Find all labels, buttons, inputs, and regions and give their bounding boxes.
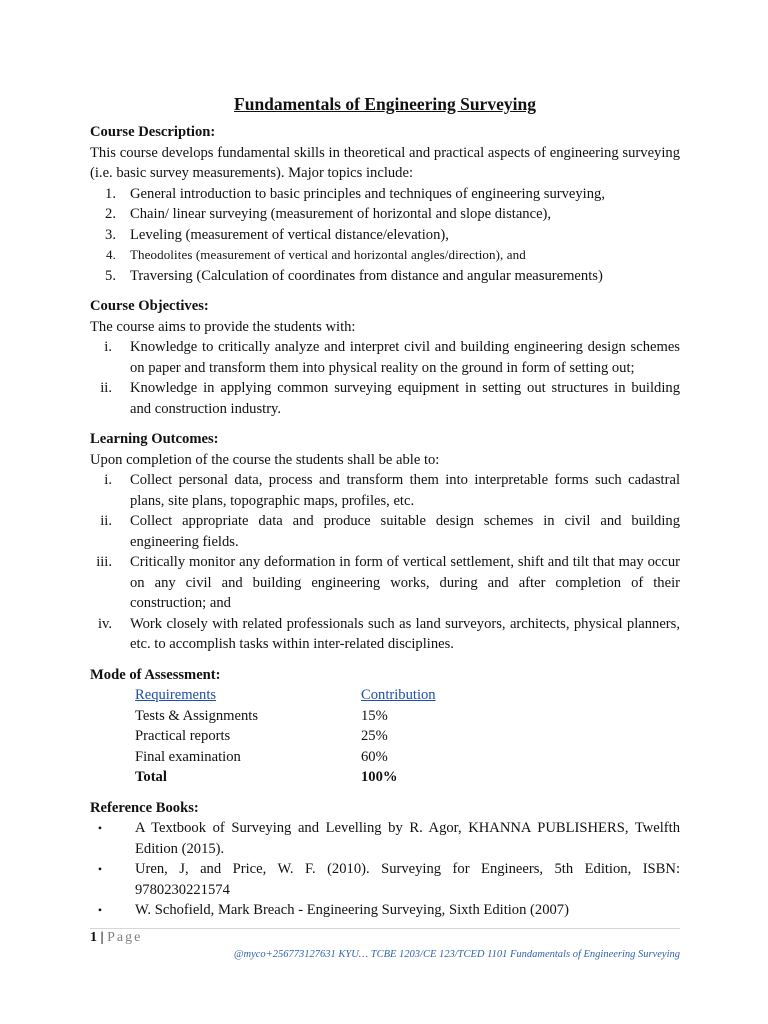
list-item-text: Work closely with related professionals such as land surveyors, architects, physical planners, etc. to accomplish tasks within inter-related disciplines.: [130, 615, 680, 652]
assessment-contribution: 25%: [361, 728, 388, 744]
list-item: [90, 859, 680, 900]
reference-books-section: [90, 798, 680, 921]
page-number: 1: [90, 930, 97, 945]
list-item: [90, 511, 680, 552]
list-item-text: Knowledge in applying common surveying equipment in setting out structures in building and construction industry.: [130, 380, 680, 417]
list-item: [90, 818, 680, 859]
list-item-text: Critically monitor any deformation in form of vertical settlement, shift and tilt that may occur on any civil and building engineering works, during and after completion of their construction; and: [130, 554, 680, 611]
list-item-text: W. Schofield, Mark Breach - Engineering Surveying, Sixth Edition (2007): [135, 902, 569, 918]
list-item: [90, 900, 680, 921]
reference-books-heading: Reference Books:: [90, 799, 199, 816]
list-item-text: Collect personal data, process and transform them into interpretable forms such cadastral plans, site plans, topographic maps, profiles, etc.: [130, 472, 680, 509]
assessment-contribution: 60%: [361, 748, 388, 765]
list-item-text: Leveling (measurement of vertical distance/elevation),: [130, 226, 449, 243]
list-item-text: Collect appropriate data and produce suitable design schemes in civil and building engineering fields.: [130, 513, 680, 550]
list-marker: ii.: [100, 380, 112, 396]
footer-page-number: [90, 928, 142, 949]
list-item: [90, 204, 680, 225]
list-marker: i.: [104, 472, 112, 488]
course-objectives-text: The course aims to provide the students with:: [90, 318, 356, 335]
assessment-requirement: Practical reports: [135, 728, 231, 744]
assessment-total-label: Total: [135, 769, 167, 785]
list-marker: 3.: [105, 226, 116, 243]
list-item-text: A Textbook of Surveying and Levelling by R. Agor, KHANNA PUBLISHERS, Twelfth Edition (2015).: [135, 820, 680, 857]
learning-outcomes-list: [90, 470, 680, 655]
assessment-total-value: 100%: [361, 769, 398, 785]
learning-outcomes-heading: Learning Outcomes:: [90, 431, 219, 447]
list-item: [90, 614, 680, 655]
list-marker: iv.: [97, 615, 112, 632]
list-marker: 2.: [105, 206, 116, 222]
list-item: [90, 184, 680, 205]
learning-outcomes-text: Upon completion of the course the students shall be able to:: [90, 451, 440, 468]
list-marker: 5.: [105, 267, 116, 284]
assessment-requirement: Tests & Assignments: [135, 707, 259, 724]
list-marker: iii.: [96, 554, 112, 570]
list-item-text: Chain/ linear surveying (measurement of horizontal and slope distance),: [130, 206, 552, 222]
reference-books-list: [90, 818, 680, 921]
document-page: [90, 92, 680, 921]
assessment-requirement: Final examination: [135, 748, 241, 765]
course-topics-list: [90, 184, 680, 287]
course-objectives-section: [90, 296, 680, 419]
document-title: Fundamentals of Engineering Surveying: [234, 94, 536, 114]
list-item: [90, 225, 680, 246]
list-item: [90, 552, 680, 614]
course-objectives-heading: Course Objectives:: [90, 298, 209, 314]
bullet-icon: •: [97, 903, 103, 917]
list-marker: 1.: [105, 185, 116, 202]
list-item: [90, 470, 680, 511]
list-item-text: Traversing (Calculation of coordinates from distance and angular measurements): [130, 267, 603, 284]
bullet-icon: •: [97, 821, 103, 835]
learning-outcomes-section: [90, 429, 680, 655]
requirements-column-header[interactable]: Requirements: [135, 687, 217, 703]
list-marker: 4.: [106, 247, 116, 262]
bullet-icon: •: [97, 862, 103, 876]
course-description-section: [90, 122, 680, 286]
assessment-contribution: 15%: [361, 707, 388, 724]
contribution-column-header[interactable]: Contribution: [361, 687, 436, 703]
footer-note: @myco+256773127631 KYU… TCBE 1203/CE 123/TCED 1101 Fundamentals of Engineering Surveying: [233, 949, 680, 960]
assessment-section: [90, 665, 680, 788]
list-marker: ii.: [100, 513, 112, 529]
list-item: [90, 245, 680, 266]
course-objectives-list: [90, 337, 680, 419]
page-separator: |: [97, 930, 108, 945]
footer-divider: [90, 928, 680, 929]
course-description-heading: Course Description:: [90, 124, 216, 140]
page-label: Page: [107, 930, 143, 945]
list-marker: i.: [104, 339, 112, 355]
assessment-heading: Mode of Assessment:: [90, 666, 221, 683]
list-item: [90, 337, 680, 378]
assessment-table: [135, 685, 680, 788]
list-item-text: Knowledge to critically analyze and interpret civil and building engineering design schemes on paper and transform them into physical reality on the ground in form of setting out;: [130, 339, 680, 376]
list-item-text: Theodolites (measurement of vertical and horizontal angles/direction), and: [130, 247, 526, 262]
list-item: [90, 378, 680, 419]
list-item-text: General introduction to basic principles and techniques of engineering surveying,: [130, 185, 605, 202]
list-item-text: Uren, J, and Price, W. F. (2010). Surveying for Engineers, 5th Edition, ISBN: 9780230221574: [135, 861, 680, 898]
course-description-text: This course develops fundamental skills in theoretical and practical aspects of engineering surveying (i.e. basic survey measurements). Major topics include:: [90, 144, 680, 181]
list-item: [90, 266, 680, 287]
